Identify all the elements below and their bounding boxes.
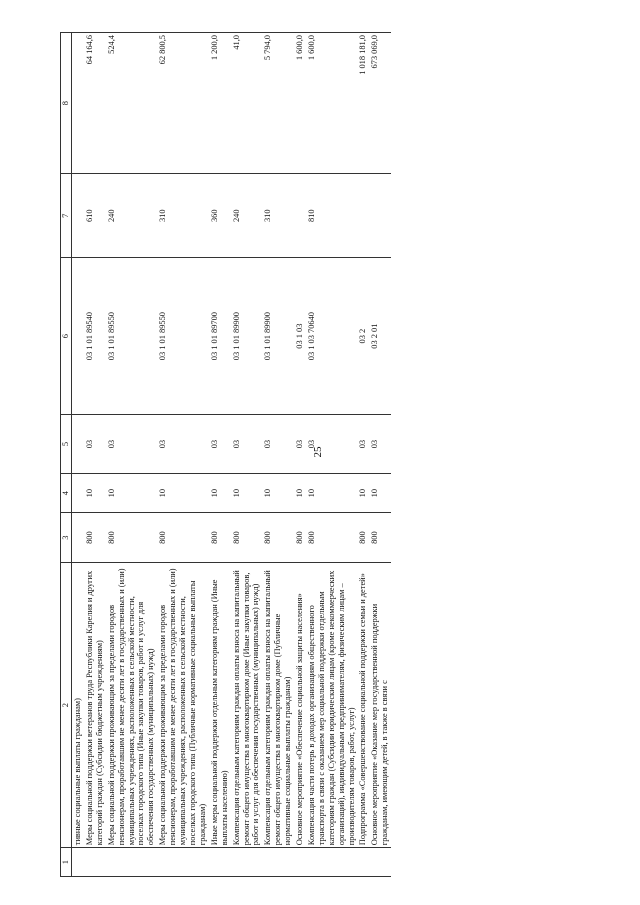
table-cell-c4: 10 [306, 474, 358, 513]
table-cell-c2: Меры социальной поддержки проживающим за пределами городов пенсионерам, проработавшим не менее десяти лет в государственных и (или) муниципальных учреждениях, расположенных в сельской местности, поселках городского типа (Иные закупки товаров, работ и услуг для обеспечения государственных (муниципальных) нужд) [106, 562, 158, 847]
table-cell-c5: 03 [306, 415, 358, 474]
table-cell-c4: 10 [262, 474, 294, 513]
table-cell-c7 [357, 174, 369, 258]
table-cell-c6: 03 1 01 89700 [209, 258, 231, 415]
table-cell-c8: 1 600,0 [306, 33, 358, 174]
table-row [294, 33, 306, 877]
table-cell-c8: 62 800,5 [157, 33, 209, 174]
table-cell-c1 [231, 848, 263, 877]
table-cell-c4 [72, 474, 84, 513]
table-cell-c8 [72, 33, 84, 174]
table-cell-c6: 03 2 01 [369, 258, 391, 415]
table-cell-c8: 1 018 181,0 [357, 33, 369, 174]
table-row [209, 33, 231, 877]
page-number: 25 [312, 446, 324, 458]
table-cell-c5: 03 [294, 415, 306, 474]
table-cell-c7: 610 [84, 174, 106, 258]
table-cell-c6: 03 2 [357, 258, 369, 415]
table-cell-c1 [357, 848, 369, 877]
table-cell-c7: 310 [157, 174, 209, 258]
table-cell-c1 [106, 848, 158, 877]
table-cell-c3: 800 [157, 513, 209, 563]
table-cell-c3: 800 [231, 513, 263, 563]
table-cell-c5 [72, 415, 84, 474]
table-cell-c4: 10 [209, 474, 231, 513]
table-cell-c8: 524,4 [106, 33, 158, 174]
table-cell-c1 [157, 848, 209, 877]
table-cell-c5: 03 [231, 415, 263, 474]
table-cell-c3 [72, 513, 84, 563]
table-cell-c3: 800 [84, 513, 106, 563]
table-cell-c5: 03 [84, 415, 106, 474]
table-cell-c7 [369, 174, 391, 258]
rotated-page [60, 7, 580, 877]
table-cell-c1 [72, 848, 84, 877]
table-cell-c2: Основное мероприятие «Обеспечение социальной защиты населения» [294, 562, 306, 847]
budget-table [60, 32, 391, 877]
table-cell-c2: Иные меры социальной поддержки отдельным категориям граждан (Иные выплаты населению) [209, 562, 231, 847]
col-header: 2 [61, 562, 72, 847]
table-cell-c6: 03 1 01 89900 [231, 258, 263, 415]
table-cell-c4: 10 [84, 474, 106, 513]
table-cell-c8: 64 164,6 [84, 33, 106, 174]
table-cell-c6: 03 1 01 89900 [262, 258, 294, 415]
table-cell-c8: 41,0 [231, 33, 263, 174]
table-row [262, 33, 294, 877]
table-cell-c7: 240 [106, 174, 158, 258]
table-cell-c1 [294, 848, 306, 877]
table-cell-c3: 800 [306, 513, 358, 563]
table-cell-c8: 673 069,0 [369, 33, 391, 174]
table-cell-c2: Меры социальной поддержки проживающим за пределами городов пенсионерам, проработавшим не менее десяти лет в государственных и (или) муниципальных учреждениях, расположенных в сельской местности, поселках городского типа (Публичные нормативные социальные выплаты гражданам) [157, 562, 209, 847]
table-cell-c3: 800 [262, 513, 294, 563]
table-cell-c4: 10 [106, 474, 158, 513]
table-cell-c2: Компенсация отдельным категориям граждан оплаты взноса на капитальный ремонт общего имущества в многоквартирном доме (Публичные нормативные социальные выплаты гражданам) [262, 562, 294, 847]
table-cell-c6: 03 1 01 89550 [106, 258, 158, 415]
table-cell-c7: 360 [209, 174, 231, 258]
table-cell-c4: 10 [231, 474, 263, 513]
col-header: 8 [61, 33, 72, 174]
table-cell-c6: 03 1 03 [294, 258, 306, 415]
table-cell-c1 [369, 848, 391, 877]
table-cell-c2: Основное мероприятие «Оказание мер государственной поддержки гражданам, имеющим детей, в также в связи с [369, 562, 391, 847]
table-cell-c3: 800 [106, 513, 158, 563]
table-cell-c1 [209, 848, 231, 877]
table-cell-c5: 03 [262, 415, 294, 474]
table-cell-c6: 03 1 01 89540 [84, 258, 106, 415]
col-header: 5 [61, 415, 72, 474]
table-cell-c2: Компенсация отдельным категориям граждан оплаты взноса на капитальный ремонт общего имущества в многоквартирном доме (Иные закупки товаров, работ и услуг для обеспечения государственных (муниципальных) нужд) [231, 562, 263, 847]
table-cell-c4: 10 [294, 474, 306, 513]
table-cell-c7 [72, 174, 84, 258]
table-cell-c7: 810 [306, 174, 358, 258]
table-cell-c1 [262, 848, 294, 877]
table-cell-c2: Компенсация части потерь в доходах организациям общественного транспорта в связи с оказанием мер социальной поддержки отдельным категориям граждан (Субсидии юридическим лицам (кроме некоммерческих организаций), индивидуальным предпринимателям, физическим лицам – производителям товаров, работ, услуг) [306, 562, 358, 847]
table-cell-c7: 240 [231, 174, 263, 258]
table-row [72, 33, 84, 877]
table-cell-c5: 03 [369, 415, 391, 474]
table-header-row [61, 33, 72, 877]
col-header: 3 [61, 513, 72, 563]
table-cell-c8: 1 600,0 [294, 33, 306, 174]
table-row [157, 33, 209, 877]
col-header: 7 [61, 174, 72, 258]
table-cell-c5: 03 [357, 415, 369, 474]
col-header: 4 [61, 474, 72, 513]
table-cell-c7: 310 [262, 174, 294, 258]
col-header: 1 [61, 848, 72, 877]
table-cell-c5: 03 [157, 415, 209, 474]
table-row [106, 33, 158, 877]
table-cell-c1 [84, 848, 106, 877]
table-cell-c2: Подпрограмма «Совершенствование социальной поддержки семьи и детей» [357, 562, 369, 847]
table-row [357, 33, 369, 877]
table-cell-c2: тивные социальные выплаты гражданам) [72, 562, 84, 847]
table-cell-c2: Меры социальной поддержки ветеранов труда Республики Карелия и других категорий граждан (Субсидии бюджетным учреждениям) [84, 562, 106, 847]
table-cell-c3: 800 [357, 513, 369, 563]
table-cell-c3: 800 [209, 513, 231, 563]
table-row [231, 33, 263, 877]
table-cell-c1 [306, 848, 358, 877]
table-cell-c6 [72, 258, 84, 415]
table-cell-c8: 1 200,0 [209, 33, 231, 174]
table-cell-c5: 03 [106, 415, 158, 474]
table-row [369, 33, 391, 877]
table-cell-c4: 10 [369, 474, 391, 513]
col-header: 6 [61, 258, 72, 415]
table-cell-c3: 800 [294, 513, 306, 563]
table-cell-c8: 5 794,0 [262, 33, 294, 174]
table-cell-c3: 800 [369, 513, 391, 563]
table-cell-c6: 03 1 01 89550 [157, 258, 209, 415]
table-row [306, 33, 358, 877]
table-cell-c4: 10 [357, 474, 369, 513]
table-cell-c7 [294, 174, 306, 258]
table-cell-c4: 10 [157, 474, 209, 513]
table-cell-c5: 03 [209, 415, 231, 474]
table-row [84, 33, 106, 877]
table-cell-c6: 03 1 03 70640 [306, 258, 358, 415]
